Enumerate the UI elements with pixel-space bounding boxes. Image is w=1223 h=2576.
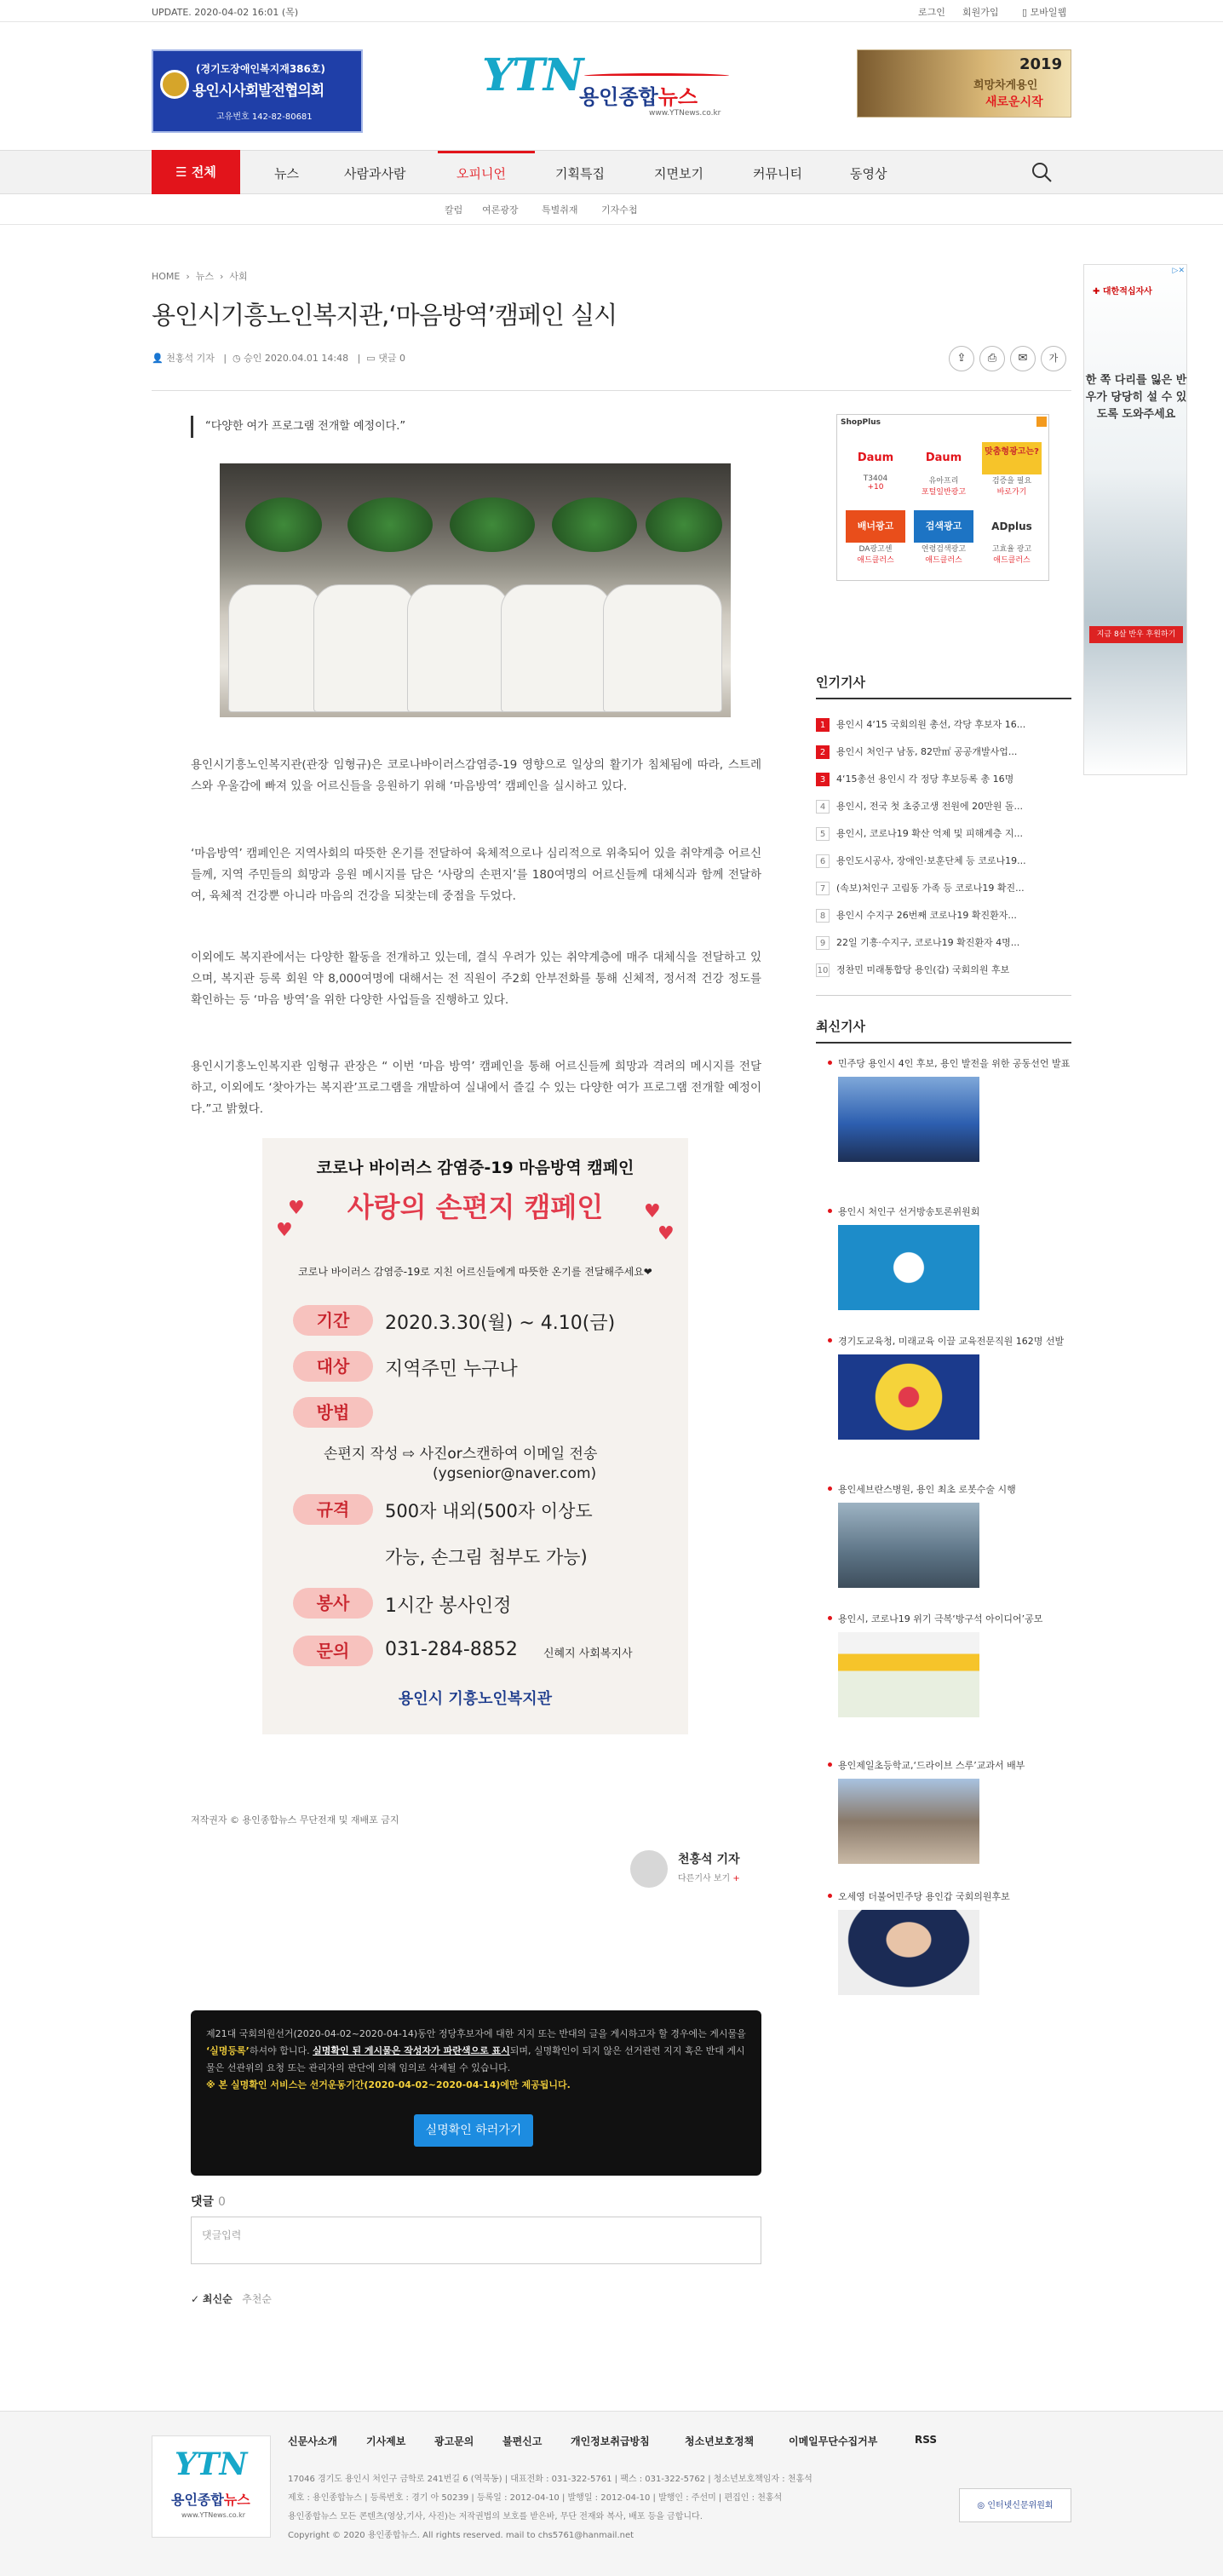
article-lead: “다양한 여가 프로그램 전개할 예정이다.” — [191, 416, 702, 438]
user-icon: 👤 — [152, 353, 164, 364]
subnav-notebook[interactable]: 기자수첩 — [601, 204, 638, 216]
latest-item-title: 경기도교육청, 미래교육 이끌 교육전문직원 162명 선발 — [838, 1336, 1065, 1347]
subnav-special[interactable]: 특별취재 — [542, 204, 578, 216]
footer-info-1: 17046 경기도 용인시 처인구 금학로 241번길 6 (역북동) | 대표전화 : 031-322-5761 | 팩스 : 031-322-5762 | 청소년보호책임자 : 천홍석 — [288, 2475, 812, 2484]
shop-cell-text: 유아프리 — [928, 477, 959, 486]
poster-label-period: 기간 — [293, 1305, 373, 1336]
shop-cell-text: 연령검색광고 — [921, 545, 967, 554]
shop-cell-text: 검증을 필요 — [991, 477, 1032, 486]
photo-vegetables — [347, 497, 433, 552]
top-bar — [0, 0, 1223, 22]
login-link[interactable]: 로그인 — [918, 7, 945, 18]
footer-logo-name-red: 뉴스 — [223, 2492, 250, 2508]
shop-cell-logo: 검색광고 — [914, 510, 973, 543]
shop-cell[interactable] — [982, 442, 1042, 505]
nav-item-video[interactable]: 동영상 — [850, 166, 887, 181]
article-paragraph-1: 용인시기흥노인복지관(관장 임형규)은 코로나바이러스감염증-19 영향으로 일상의 활기가 침체됨에 따라, 스트레스와 우울감에 빠져 있을 어르신들을 응원하기 위해 ‘마음방역’ 캠페인을 실시하고 있다. — [191, 758, 761, 793]
rank-badge: 5 — [816, 827, 830, 841]
latest-item-title: 오세영 더불어민주당 용인갑 국회의원후보 — [838, 1891, 1010, 1902]
reporter-more-label: 다른기사 보기 — [678, 1874, 731, 1883]
footer-logo[interactable] — [152, 2435, 271, 2538]
print-button[interactable]: ⎙ — [979, 346, 1005, 371]
right-ad-org: 대한적십자사 — [1102, 287, 1152, 296]
rank-badge: 6 — [816, 854, 830, 868]
latest-item[interactable] — [838, 1482, 1071, 1588]
shop-cell-sub: 애드클러스 — [993, 556, 1031, 565]
popular-item-title: 4‘15총선 용인시 각 정당 후보등록 총 16명 — [836, 773, 1014, 785]
popular-item-title: (속보)처인구 고림동 가족 등 코로나19 확진... — [836, 883, 1025, 894]
notice-warning: ※ 본 실명확인 서비스는 선거운동기간(2020-04-02~2020-04-14)에만 제공됩니다. — [206, 2079, 571, 2090]
reporter-box[interactable] — [630, 1847, 756, 1889]
latest-item-thumbnail — [838, 1503, 979, 1588]
rank-badge: 3 — [816, 773, 830, 786]
shop-cell[interactable] — [982, 510, 1042, 573]
footer-info-2: 제호 : 용인종합뉴스 | 등록번호 : 경기 아 50239 | 등록일 : 2012-04-10 | 발행일 : 2012-04-10 | 발행인 : 주선미 | 편집인 : 천홍석 — [288, 2493, 783, 2503]
poster-label-contact: 문의 — [293, 1636, 373, 1666]
ad-left-line1: (경기도장애인복지재386호) — [196, 63, 325, 75]
poster-email: (ygsenior@naver.com) — [433, 1465, 597, 1482]
poster-footer: 용인시 기흥노인복지관 — [398, 1690, 553, 1708]
latest-item-thumbnail — [838, 1354, 979, 1440]
rank-badge: 1 — [816, 718, 830, 732]
ad-right-line2: 새로운시작 — [985, 95, 1043, 109]
header-ad-right[interactable] — [857, 49, 1071, 118]
footer-link-privacy[interactable]: 개인정보취급방침 — [571, 2435, 650, 2447]
shop-cell-text: T3404 — [863, 474, 888, 483]
article-paragraph-2: ‘마음방역’ 캠페인은 지역사회의 따뜻한 온기를 전달하여 육체적으로나 심리적으로 위축되어 있을 취약계층 어르신들께, 지역 주민들의 희망과 응원 메시지를 담은 ‘사랑의 손편지’를 180여명의 어르신들께 대체식과 함께 전달하여, 육체적 건강뿐 아니라 마음의 건강을 되찾는데 중점을 두었다. — [191, 847, 761, 903]
poster-label-target: 대상 — [293, 1351, 373, 1382]
subnav-forum[interactable]: 여론광장 — [482, 204, 519, 216]
logo-swoosh-icon — [584, 73, 729, 78]
update-time: UPDATE. 2020-04-02 16:01 (목) — [152, 7, 299, 18]
photo-bag — [313, 584, 416, 712]
copyright-notice: 저작권자 © 용인종합뉴스 무단전재 및 재배포 금지 — [191, 1814, 399, 1826]
badge-icon: ◎ — [977, 2501, 985, 2510]
poster-value-volunteer: 1시간 봉사인정 — [385, 1596, 512, 1617]
latest-item[interactable] — [838, 1205, 1071, 1310]
bullet-icon — [828, 1762, 832, 1767]
shop-cell-logo: Daum — [857, 451, 894, 464]
article-meta: 👤 천홍석 기자 | ◷ 승인 2020.04.01 14:48 | ▭ 댓글 0 — [152, 353, 405, 364]
rank-badge: 9 — [816, 936, 830, 950]
bullet-icon — [828, 1338, 832, 1343]
adchoice-icon[interactable]: ▷✕ — [1172, 267, 1185, 275]
comment-sort — [191, 2291, 272, 2306]
popular-item-title: 용인시, 전국 첫 초중고생 전원에 20만원 돌... — [836, 801, 1023, 812]
red-cross-logo: ✚ 대한적십자사 — [1093, 287, 1152, 296]
nav-item-paper[interactable]: 지면보기 — [654, 166, 703, 181]
nav-item-features[interactable]: 기획특집 — [555, 166, 605, 181]
shop-cell-text: DA광고센 — [858, 545, 893, 554]
footer-link-tip[interactable]: 기사제보 — [366, 2435, 406, 2447]
poster-label-volunteer: 봉사 — [293, 1588, 373, 1619]
poster-value-size-extra: 가능, 손그림 첨부도 가능) — [385, 1547, 588, 1567]
poster-label-method: 방법 — [293, 1397, 373, 1428]
footer-info-4: Copyright © 2020 용인종합뉴스. All rights reserved. mail to chs5761@hanmail.net — [288, 2531, 634, 2540]
article-comment-count[interactable]: 댓글 0 — [378, 353, 405, 364]
verify-name-button[interactable]: 실명확인 하러가기 — [414, 2114, 533, 2147]
popular-item-4[interactable] — [816, 799, 1071, 818]
poster-method: 손편지 작성 ⇨ 사진or스캔하여 이메일 전송 — [324, 1446, 598, 1463]
poster-subtitle: 코로나 바이러스 감염증-19로 지친 어르신들에게 따뜻한 온기를 전달해주세요❤ — [298, 1266, 652, 1278]
comment-icon: ▭ — [366, 353, 376, 364]
breadcrumb-news[interactable]: 뉴스 — [195, 271, 215, 282]
all-menu-button[interactable]: ☰ 전체 — [152, 150, 240, 194]
poster-title1: 코로나 바이러스 감염증-19 마음방역 캠페인 — [316, 1159, 634, 1177]
breadcrumb-society[interactable]: 사회 — [229, 271, 248, 282]
popular-item-title: 22일 기흥·수지구, 코로나19 확진환자 4명... — [836, 937, 1020, 948]
nav-item-news[interactable]: 뉴스 — [274, 166, 299, 181]
footer-logo-mark: YTN — [175, 2447, 248, 2482]
council-seal-icon — [160, 70, 189, 99]
sort-newest[interactable]: 최신순 — [202, 2293, 233, 2305]
election-notice — [191, 2010, 761, 2176]
article-title: 용인시기흥노인복지관,‘마음방역’캠페인 실시 — [152, 301, 617, 330]
latest-item-title: 용인시 처인구 선거방송토론위원회 — [838, 1206, 980, 1217]
plus-icon: + — [732, 1874, 740, 1883]
footer-link-report[interactable]: 불편신고 — [502, 2435, 543, 2447]
shop-cell-sub: +10 — [867, 483, 884, 492]
popular-item-1[interactable] — [816, 717, 1071, 736]
poster-contact-name: 신혜지 사회복지사 — [543, 1647, 633, 1660]
photo-vegetables — [552, 497, 637, 552]
article-photo — [220, 463, 731, 717]
logo-name-main: 용인종합 — [579, 85, 658, 109]
shopplus-brand: ShopPlus — [841, 418, 881, 427]
photo-vegetables — [646, 497, 722, 552]
popular-item-2[interactable] — [816, 745, 1071, 763]
header-ad-left[interactable] — [152, 49, 363, 133]
sort-recommended[interactable]: 추천순 — [242, 2293, 272, 2305]
comment-input[interactable]: 댓글입력 — [191, 2217, 761, 2264]
reporter-more-link[interactable] — [678, 1871, 740, 1883]
nav-item-people[interactable]: 사람과사람 — [344, 166, 406, 181]
ad-right-year: 2019 — [1019, 55, 1063, 73]
rank-badge: 10 — [816, 963, 830, 977]
ad-left-line2: 용인시사회발전협의회 — [192, 83, 324, 100]
shop-cell-text: 고효율 광고 — [991, 545, 1032, 554]
heart-icon: ♥ — [657, 1223, 675, 1245]
photo-bag — [407, 584, 509, 712]
footer-link-rss[interactable]: RSS — [915, 2434, 937, 2446]
badge-label: 인터넷신문위원회 — [987, 2501, 1054, 2510]
popular-item-10[interactable] — [816, 963, 1071, 981]
site-footer — [0, 2411, 1223, 2576]
latest-item[interactable] — [838, 1056, 1071, 1162]
header-divider — [152, 390, 1071, 391]
footer-link-about[interactable]: 신문사소개 — [288, 2435, 337, 2447]
ad-left-line3: 고유번호 142-82-80681 — [216, 112, 313, 122]
shop-cell[interactable] — [846, 442, 905, 505]
poster-label-size: 규격 — [293, 1494, 373, 1525]
footer-logo-name — [171, 2489, 250, 2509]
photo-vegetables — [245, 497, 322, 552]
latest-item[interactable] — [838, 1758, 1071, 1864]
latest-item[interactable] — [838, 1889, 1071, 1995]
sub-nav — [0, 194, 1223, 225]
heart-icon: ♥ — [276, 1220, 293, 1241]
shop-cell[interactable] — [914, 510, 973, 573]
email-button[interactable]: ✉ — [1010, 346, 1036, 371]
shop-cell[interactable] — [846, 510, 905, 573]
photo-bag — [228, 584, 322, 712]
shop-cell-logo: ADplus — [991, 520, 1032, 532]
logo-url: www.YTNews.co.kr — [649, 109, 721, 118]
popular-divider — [816, 995, 1071, 996]
adchoice-icon — [1036, 417, 1047, 427]
popular-item-title: 용인시 수지구 26번째 코로나19 확진환자... — [836, 910, 1017, 921]
breadcrumb-home[interactable]: HOME — [152, 271, 181, 282]
footer-logo-name-main: 용인종합 — [171, 2492, 224, 2508]
rank-badge: 7 — [816, 882, 830, 895]
clock-icon: ◷ — [233, 353, 241, 364]
nav-item-community[interactable]: 커뮤니티 — [753, 166, 802, 181]
footer-link-email[interactable]: 이메일무단수집거부 — [789, 2435, 878, 2447]
latest-item-thumbnail — [838, 1077, 979, 1162]
latest-item-thumbnail — [838, 1779, 979, 1864]
poster-value-contact: 031-284-8852 — [385, 1639, 518, 1660]
logo-mark: YTN — [482, 49, 583, 101]
rank-badge: 4 — [816, 800, 830, 814]
ad-right-line1: 희망차게용인 — [973, 79, 1038, 92]
latest-item-thumbnail — [838, 1910, 979, 1995]
right-ad-button[interactable]: 지금 8살 반우 후원하기 — [1089, 626, 1183, 643]
notice-text3: 되며, 실명확인이 되지 않은 선거관련 지지 혹은 반대 게시물은 선관위의 요청 또는 관리자의 판단에 의해 임의로 삭제될 수 있습니다. — [206, 2045, 745, 2073]
notice-highlight2: 실명확인 된 게시물은 작성자가 파란색으로 표시 — [313, 2045, 510, 2056]
popular-item-7[interactable] — [816, 881, 1071, 900]
footer-info-3: 용인종합뉴스 모든 콘텐츠(영상,기사, 사진)는 저작권법의 보호를 받은바, 무단 전재와 복사, 배포 등을 금합니다. — [288, 2512, 703, 2521]
notice-text2: 하셔야 합니다. — [249, 2045, 313, 2056]
comments-count: 0 — [217, 2195, 226, 2209]
popular-item-title: 용인도시공사, 장애인·보훈단체 등 코로나19... — [836, 855, 1026, 866]
notice-text1: 제21대 국회의원선거(2020-04-02~2020-04-14)동안 정당후보자에 대한 지지 또는 반대의 글을 게시하고자 할 경우에는 게시물을 — [206, 2028, 746, 2039]
latest-item-title: 용인제일초등학교,‘드라이브 스루’교과서 배부 — [838, 1760, 1025, 1771]
popular-item-3[interactable] — [816, 772, 1071, 791]
mobile-link-label: 모바일웹 — [1030, 7, 1067, 18]
all-menu-label: 전체 — [191, 164, 216, 180]
article-paragraph-4: 용인시기흥노인복지관 임형규 관장은 “ 이번 ‘마음 방역’ 캠페인을 통해 어르신들께 희망과 격려의 메시지를 전달하고, 이외에도 ‘찾아가는 복지관’프로그램을 개발하여 실내에서 즐길 수 있는 다양한 여가 프로그램 전개할 예정이다.”고 밝혔다. — [191, 1060, 761, 1116]
check-icon: ✓ — [191, 2293, 200, 2305]
right-ad-text: 한 쪽 다리를 잃은 반우가 당당히 설 수 있도록 도와주세요 — [1085, 374, 1187, 421]
reporter-avatar — [630, 1850, 668, 1888]
reporter-name: 천홍석 기자 — [678, 1853, 740, 1866]
popular-item-title: 용인시 4‘15 국회의원 총선, 각당 후보자 16... — [836, 719, 1026, 730]
share-button[interactable]: ⇪ — [949, 346, 974, 371]
bullet-icon — [828, 1894, 832, 1898]
photo-bag — [603, 584, 722, 712]
latest-item[interactable] — [838, 1612, 1071, 1717]
font-size-button[interactable]: 가 — [1041, 346, 1066, 371]
shop-cell-logo: 맞춤형광고는? — [982, 442, 1042, 474]
footer-link-ad[interactable]: 광고문의 — [434, 2435, 474, 2447]
logo-name-red: 뉴스 — [657, 85, 698, 109]
poster-value-period: 2020.3.30(월) ~ 4.10(금) — [385, 1313, 616, 1334]
breadcrumb: HOME › 뉴스 › 사회 — [152, 271, 248, 282]
footer-logo-url: www.YTNews.co.kr — [181, 2511, 245, 2519]
article-paragraph-3: 이외에도 복지관에서는 다양한 활동을 전개하고 있는데, 결식 우려가 있는 취약계층에 매주 대체식을 전달하고 있으며, 복지관 등록 회원 약 8,000여명에 대해서는 전 직원이 주2회 안부전화를 통해 신체적, 정서적 건강 정도를 확인하는 등 ‘마음 방역’을 위한 다양한 사업들을 진행하고 있다. — [191, 951, 761, 1007]
nav-item-opinion[interactable]: 오피니언 — [456, 166, 506, 181]
comments-label: 댓글 — [191, 2195, 215, 2209]
notice-highlight1: ‘실명등록’ — [206, 2045, 250, 2056]
latest-item[interactable] — [838, 1334, 1071, 1440]
article-approved: 승인 2020.04.01 14:48 — [244, 353, 349, 364]
popular-header: 인기기사 — [816, 673, 1071, 699]
bullet-icon — [828, 1616, 832, 1620]
poster-value-size: 500자 내외(500자 이상도 — [385, 1501, 593, 1521]
bullet-icon — [828, 1209, 832, 1213]
latest-item-thumbnail — [838, 1225, 979, 1310]
shopplus-ad[interactable] — [836, 414, 1049, 581]
article-reporter: 천홍석 기자 — [166, 353, 215, 364]
campaign-poster — [262, 1138, 688, 1734]
rank-badge: 2 — [816, 745, 830, 759]
shop-cell-logo: Daum — [925, 451, 962, 464]
footer-link-youth[interactable]: 청소년보호정책 — [685, 2435, 755, 2447]
latest-item-thumbnail — [838, 1632, 979, 1717]
photo-bag — [501, 584, 612, 712]
latest-item-title: 용인세브란스병원, 용인 최초 로봇수술 시행 — [838, 1484, 1016, 1495]
shop-cell-sub: 애드클러스 — [857, 556, 894, 565]
site-logo[interactable] — [482, 49, 743, 126]
logo-name — [579, 80, 698, 110]
shop-cell-logo: 배너광고 — [846, 510, 905, 543]
comments-header — [191, 2193, 226, 2210]
shop-cell[interactable] — [914, 442, 973, 505]
latest-item-title: 민주당 용인시 4인 후보, 용인 발전을 위한 공동선언 발표 — [838, 1058, 1071, 1069]
popular-item-title: 용인시, 코로나19 확산 억제 및 피해계층 지... — [836, 828, 1023, 839]
poster-title2: 사랑의 손편지 캠페인 — [347, 1191, 604, 1223]
heart-icon: ♥ — [644, 1201, 661, 1222]
search-icon[interactable] — [1031, 161, 1053, 183]
join-link[interactable]: 회원가입 — [962, 7, 999, 18]
popular-item-5[interactable] — [816, 826, 1071, 845]
shop-cell-sub: 포털일반광고 — [921, 488, 967, 497]
popular-item-title: 용인시 처인구 남동, 82만㎡ 공공개발사업... — [836, 746, 1018, 757]
popular-item-title: 정찬민 미래통합당 용인(갑) 국회의원 후보 — [836, 964, 1010, 975]
active-tab-underline — [438, 151, 535, 153]
bullet-icon — [828, 1486, 832, 1491]
notice-text — [206, 2026, 746, 2077]
poster-value-target: 지역주민 누구나 — [385, 1359, 518, 1380]
popular-item-6[interactable] — [816, 854, 1071, 872]
rank-badge: 8 — [816, 909, 830, 923]
latest-item-title: 용인시, 코로나19 위기 극복‘방구석 아이디어’공모 — [838, 1613, 1043, 1624]
popular-item-8[interactable] — [816, 908, 1071, 927]
photo-vegetables — [450, 497, 535, 552]
latest-header: 최신기사 — [816, 1017, 1071, 1044]
subnav-column[interactable]: 칼럼 — [445, 204, 463, 216]
shop-cell-sub: 애드클러스 — [925, 556, 962, 565]
mobile-link[interactable]: ▯ 모바일웹 — [1022, 7, 1067, 18]
right-banner-ad[interactable] — [1083, 264, 1187, 775]
bullet-icon — [828, 1061, 832, 1065]
heart-icon: ♥ — [288, 1198, 305, 1219]
internet-newspaper-badge[interactable] — [959, 2488, 1071, 2522]
popular-item-9[interactable] — [816, 935, 1071, 954]
shop-cell-sub: 바로가기 — [996, 488, 1027, 497]
